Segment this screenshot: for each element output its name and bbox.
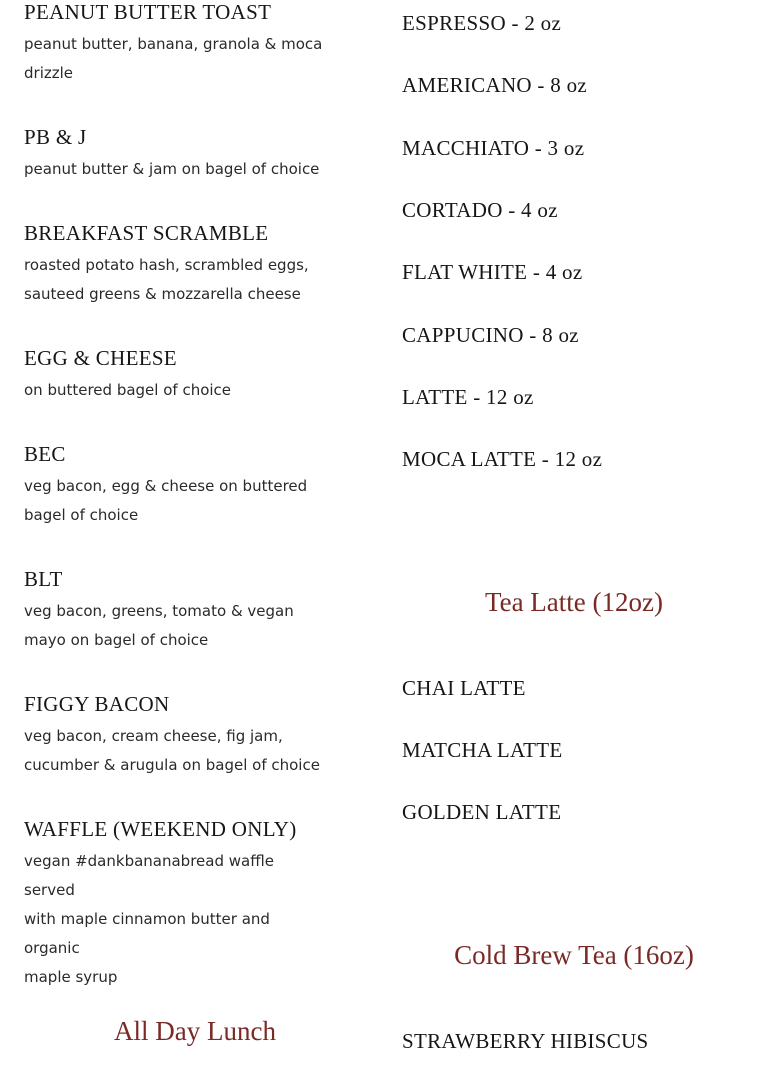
menu-item [24, 692, 354, 780]
drink-item: MATCHA LATTE [402, 738, 563, 762]
description-line: drizzle [24, 64, 73, 82]
menu-item-name: BEC [24, 442, 66, 466]
menu-item-name: WAFFLE (WEEKEND ONLY) [24, 817, 297, 841]
drink-item: LATTE - 12 oz [402, 385, 534, 409]
menu-item-name: PEANUT BUTTER TOAST [24, 0, 272, 24]
description-line: mayo on bagel of choice [24, 631, 209, 649]
menu-item [24, 221, 354, 309]
menu-item-name: BREAKFAST SCRAMBLE [24, 221, 269, 245]
menu-item [24, 0, 354, 88]
menu-item-description [24, 847, 324, 992]
menu-item-description [24, 251, 324, 309]
all-day-lunch-heading: All Day Lunch [114, 1016, 276, 1046]
description-line: maple syrup [24, 968, 118, 986]
description-line: vegan #dankbananabread waffle served [24, 852, 274, 899]
drink-item: FLAT WHITE - 4 oz [402, 260, 583, 284]
description-line: cucumber & arugula on bagel of choice [24, 756, 320, 774]
menu-item-description [24, 30, 324, 88]
menu-item [24, 346, 354, 405]
drink-item: CAPPUCINO - 8 oz [402, 323, 579, 347]
cold-brew-tea-heading: Cold Brew Tea (16oz) [454, 940, 694, 970]
drink-item: MOCA LATTE - 12 oz [402, 447, 603, 471]
menu-item-description [24, 376, 324, 405]
description-line: veg bacon, greens, tomato & vegan [24, 602, 294, 620]
drink-item: AMERICANO - 8 oz [402, 73, 588, 97]
menu-item-name: EGG & CHEESE [24, 346, 177, 370]
menu-item [24, 125, 354, 184]
menu-item [24, 817, 354, 992]
drink-item: CHAI LATTE [402, 676, 526, 700]
menu-item [24, 442, 354, 530]
drink-item: ESPRESSO - 2 oz [402, 11, 562, 35]
drink-item: GOLDEN LATTE [402, 800, 562, 824]
description-line: sauteed greens & mozzarella cheese [24, 285, 301, 303]
drink-item: STRAWBERRY HIBISCUS [402, 1029, 649, 1053]
drink-item: MACCHIATO - 3 oz [402, 136, 585, 160]
description-line: veg bacon, cream cheese, fig jam, [24, 727, 283, 745]
drink-item: CORTADO - 4 oz [402, 198, 558, 222]
description-line: with maple cinnamon butter and organic [24, 910, 270, 957]
menu-item-description [24, 722, 324, 780]
description-line: roasted potato hash, scrambled eggs, [24, 256, 309, 274]
menu-item-name: PB & J [24, 125, 87, 149]
description-line: bagel of choice [24, 506, 139, 524]
description-line: on buttered bagel of choice [24, 381, 232, 399]
menu-item-description [24, 472, 324, 530]
menu-item-description [24, 155, 324, 184]
menu-item-name: BLT [24, 567, 63, 591]
description-line: peanut butter, banana, granola & moca [24, 35, 323, 53]
description-line: peanut butter & jam on bagel of choice [24, 160, 320, 178]
menu-item [24, 567, 354, 655]
description-line: veg bacon, egg & cheese on buttered [24, 477, 308, 495]
menu-item-description [24, 597, 324, 655]
tea-latte-heading: Tea Latte (12oz) [484, 587, 663, 617]
menu-item-name: FIGGY BACON [24, 692, 170, 716]
